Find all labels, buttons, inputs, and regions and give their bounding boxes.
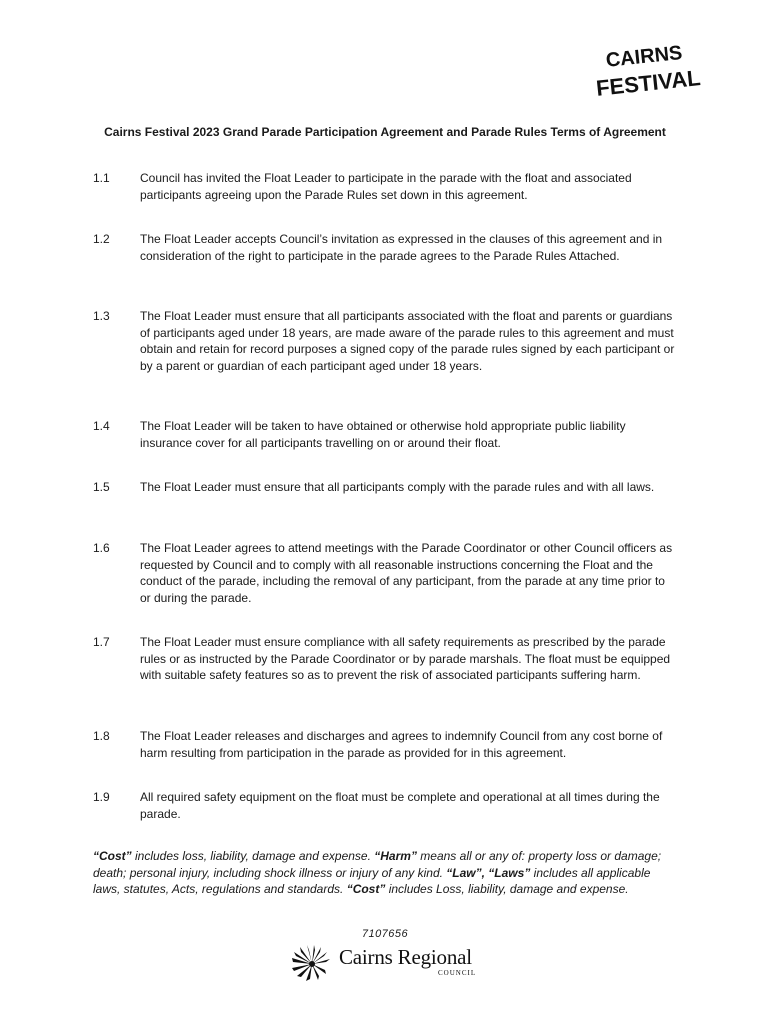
clause-number: 1.7 [93,635,110,649]
council-name: Cairns Regional [339,945,472,969]
clause-1-8 [93,728,678,761]
clause-1-1 [93,170,678,203]
clause-text: The Float Leader must ensure that all participants comply with the parade rules and with all laws. [140,480,655,494]
document-number: 7107656 [361,928,409,940]
clause-number: 1.5 [93,480,110,494]
clause-number: 1.8 [93,729,110,743]
clause-text: Council has invited the Float Leader to participate in the parade with the float and associated participants agreeing upon the Parade Rules set down in this agreement. [140,171,632,202]
clause-1-3 [93,308,678,374]
clause-text: The Float Leader releases and discharges and agrees to indemnify Council from any cost borne of harm resulting from participation in the parade as provided for in this agreement. [140,729,663,760]
definition-term: “Cost” [346,882,386,896]
clause-text: The Float Leader must ensure compliance with all safety requirements as prescribed by the parade rules or as instructed by the Parade Coordinator or by parade marshals. The float must be equipped with suitable safety features so as to prevent the risk of associated participants suffering harm. [140,635,671,682]
clause-text: The Float Leader accepts Council’s invitation as expressed in the clauses of this agreement and in consideration of the right to participate in the parade agrees to the Parade Rules Attached. [140,232,663,263]
clause-number: 1.2 [93,232,110,246]
definition-term: “Harm” [374,849,417,863]
clause-number: 1.6 [93,541,110,555]
clause-1-6 [93,540,678,606]
clause-1-4 [93,418,678,451]
clause-number: 1.1 [93,171,110,185]
clause-1-9 [93,789,678,822]
clause-text: All required safety equipment on the float must be complete and operational at all times during the parade. [140,790,660,821]
cairns-festival-logo [594,40,702,102]
clause-text: The Float Leader must ensure that all participants associated with the float and parents or guardians of participants aged under 18 years, are made aware of the parade rules to this agreement and must obtain and retain for record purposes a signed copy of the parade rules signed by each participant or by a parent or guardian of each participant aged under 18 years. [140,309,675,373]
definition-term: “Cost” [93,849,132,863]
clause-text: The Float Leader will be taken to have obtained or otherwise hold appropriate public liability insurance cover for all participants travelling on or around their float. [140,419,626,450]
document-title: Cairns Festival 2023 Grand Parade Participation Agreement and Parade Rules Terms of Agreement [104,125,666,139]
clause-1-5 [93,479,678,496]
clause-1-2 [93,231,678,264]
clause-text: The Float Leader agrees to attend meetings with the Parade Coordinator or other Council officers as requested by Council and to comply with all reasonable instructions concerning the Float and the conduct of the parade, including the removal of any participant, from the parade at any time prior to or during the parade. [140,541,673,605]
clause-number: 1.4 [93,419,110,433]
clause-number: 1.9 [93,790,110,804]
clause-number: 1.3 [93,309,110,323]
definitions-paragraph: “Cost” includes loss, liability, damage and expense. “Harm” means all or any of: property loss or damage; death; personal injury, including shock illness or injury of any kind. “Law”, “Laws” includes all applicable laws, statutes, Acts, regulations and standards. “Cost” includes Loss, liability, damage and expense. [93,849,662,896]
definition-term: “Law”, “Laws” [446,865,531,880]
logo-text-festival: FESTIVAL [594,65,702,101]
clause-1-7 [93,634,678,684]
logo-text-cairns: CAIRNS [604,41,684,72]
council-subtitle: COUNCIL [438,969,477,977]
